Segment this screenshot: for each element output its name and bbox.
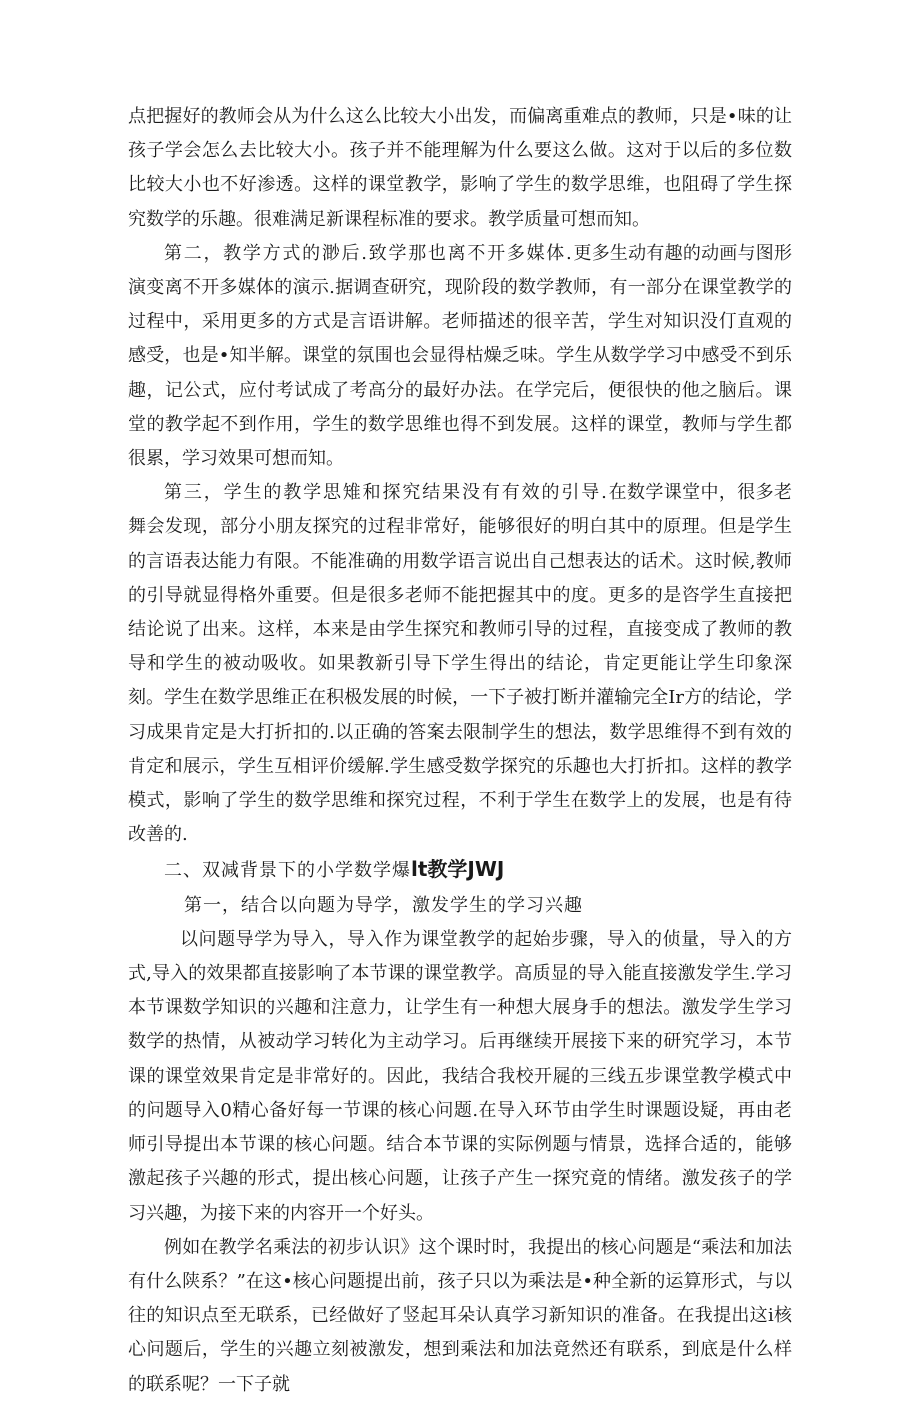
paragraph-third-point — [128, 476, 792, 852]
paragraph-body-text: 更多生动有趣的动画与图形演变离不开多媒体的演示.据调查研究，现阶段的数学教师，有一部分在课堂教学的过程中，采用更多的方式是言语讲解。老师描述的很辛苦，学生对知识没仃直观的感受，也是•知半解。课堂的氛围也会显得枯燥乏味。学生从数学学习中感受不到乐趣，记公式，应付考试成了考高分的最好办法。在学完后，便很快的他之脑后。课堂的教学起不到作用，学生的数学思维也得不到发展。这样的课堂，教师与学生都很累，学习效果可想而知。 — [128, 242, 792, 470]
document-body — [128, 100, 792, 1402]
paragraph-body-text: 在数学课堂中，很多老舞会发现，部分小朋友探究的过程非常好，能够很好的明白其中的原理。但是学生的言语表达能力有限。不能准确的用数学语言说出自己想表达的话术。这时候,教师的引导就显得格外重要。但是很多老师不能把握其中的度。更多的是咨学生直接把结论说了出来。这样，本来是由学生探究和教师引导的过程，直接变成了教师的教导和学生的被动吸收。如果教新引导下学生得出的结论，肯定更能让学生印象深刻。学生在数学思维正在积极发展的时候，一下子被打断并灌输完全Ir方的结论，学习成果肯定是大打折扣的.以正确的答案去限制学生的想法，数学思维得不到有效的肯定和展示，学生互相评价缓解.学生感受数学探究的乐趣也大打折扣。这样的教学模式，影响了学生的数学思维和探究过程，不利于学生在数学上的发展，也是有待改善的. — [128, 482, 792, 846]
paragraph-second-point — [128, 237, 792, 476]
paragraph-lead-phrase: 第二，教学方式的渺后.致学那也离不开多媒体. — [164, 242, 574, 264]
sub-heading: 第一，结合以向题为导学，激发学生的学习兴趣 — [184, 894, 583, 916]
paragraph-continued: 点把握好的教师会从为什么这么比较大小出发，而偏离重难点的教师，只是•味的让孩子学会怎么去比较大小。孩子并不能理解为什么要这么做。这对于以后的多位数比较大小也不好渗透。这样的课堂教学，影响了学生的数学思维，也阻碍了学生探究数学的乐趣。很难满足新课程标准的要求。教学质量可想而知。 — [128, 106, 792, 230]
section-heading — [128, 852, 792, 888]
section-heading-bold-tail: lt教学JWJ — [411, 857, 505, 882]
paragraph-lead-phrase: 第三，学生的教学思雉和探究结果没有有效的引导. — [164, 482, 609, 504]
section-heading-text: 二、双减背景下的小学数学爆 — [164, 860, 411, 882]
paragraph-question-import: 以问题导学为导入，导入作为课堂教学的起始步骤，导入的侦量，导入的方式,导入的效果都直接影响了本节课的课堂教学。高质显的导入能直接激发学生.学习本节课数学知识的兴趣和注意力，让学生有一种想大展身手的想法。激发学生学习数学的热情，从被动学习转化为主动学习。后再继续开展接下来的研究学习，本节课的课堂效果肯定是非常好的。因此，我结合我校开屣的三线五步课堂教学模式中的问题导入0精心备好每一节课的核心问题.在导入环节由学生时课题设疑，再由老师引导提出本节课的核心问题。结合本节课的实际例题与情景，选择合适的，能够激起孩子兴趣的形式，提出核心问题，让孩子产生一探究竟的情绪。激发孩子的学习兴趣，为接下来的内容开一个好头。 — [128, 928, 792, 1224]
paragraph-example: 例如在教学名乘法的初步认识》这个课时时，我提出的核心问题是“乘法和加法有什么陕系？”在这•核心问题提出前，孩子只以为乘法是•种全新的运算形式，与以往的知识点至无联系，已经做好了竖起耳朵认真学习新知识的准备。在我提出这i核心问题后，学生的兴趣立刻被激发，想到乘法和加法竟然还有联系，到底是什么样的联系呢？一下子就 — [128, 1236, 792, 1395]
